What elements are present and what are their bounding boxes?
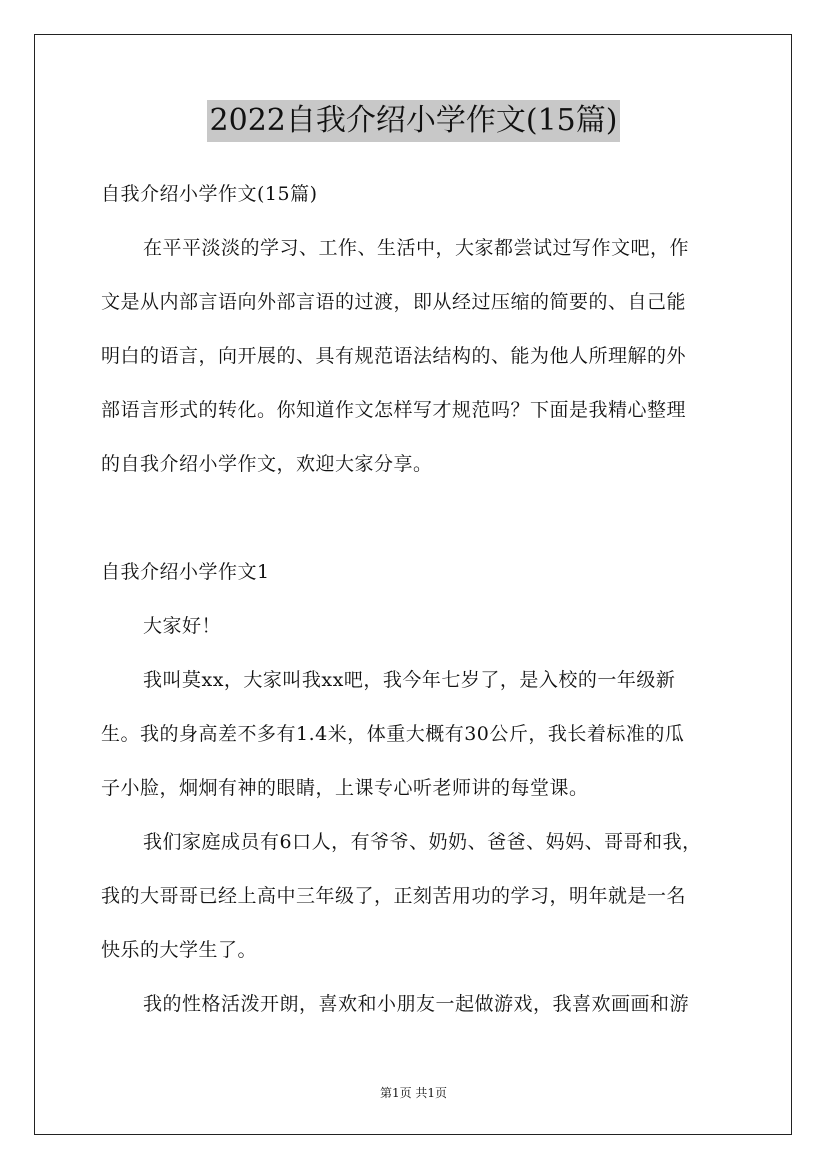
paragraph-line: 我叫莫xx，大家叫我xx吧，我今年七岁了，是入校的一年级新	[143, 669, 676, 691]
paragraph-line: 快乐的大学生了。	[101, 939, 258, 961]
intro-line: 文是从内部言语向外部言语的过渡，即从经过压缩的简要的、自己能	[101, 291, 687, 313]
title-container	[0, 100, 827, 142]
paragraph-line: 我的性格活泼开朗，喜欢和小朋友一起做游戏，我喜欢画画和游	[143, 993, 690, 1015]
paragraph-line: 我们家庭成员有6口人，有爷爷、奶奶、爸爸、妈妈、哥哥和我，	[143, 831, 702, 853]
document-title: 2022自我介绍小学作文(15篇)	[207, 100, 621, 142]
greeting-text: 大家好！	[143, 615, 222, 637]
intro-line: 部语言形式的转化。你知道作文怎样写才规范吗？下面是我精心整理	[101, 399, 687, 421]
paragraph-line: 子小脸，炯炯有神的眼睛，上课专心听老师讲的每堂课。	[101, 777, 589, 799]
paragraph-line: 生。我的身高差不多有1.4米，体重大概有30公斤，我长着标准的瓜	[101, 723, 685, 745]
paragraph-line: 我的大哥哥已经上高中三年级了，正刻苦用功的学习，明年就是一名	[101, 885, 687, 907]
page-footer: 第1页 共1页	[379, 1086, 448, 1100]
intro-line: 的自我介绍小学作文，欢迎大家分享。	[101, 453, 433, 475]
intro-line: 明白的语言，向开展的、具有规范语法结构的、能为他人所理解的外	[101, 345, 687, 367]
document-subtitle: 自我介绍小学作文(15篇)	[101, 183, 318, 205]
intro-line: 在平平淡淡的学习、工作、生活中，大家都尝试过写作文吧，作	[143, 237, 690, 259]
section-heading: 自我介绍小学作文1	[101, 561, 270, 583]
